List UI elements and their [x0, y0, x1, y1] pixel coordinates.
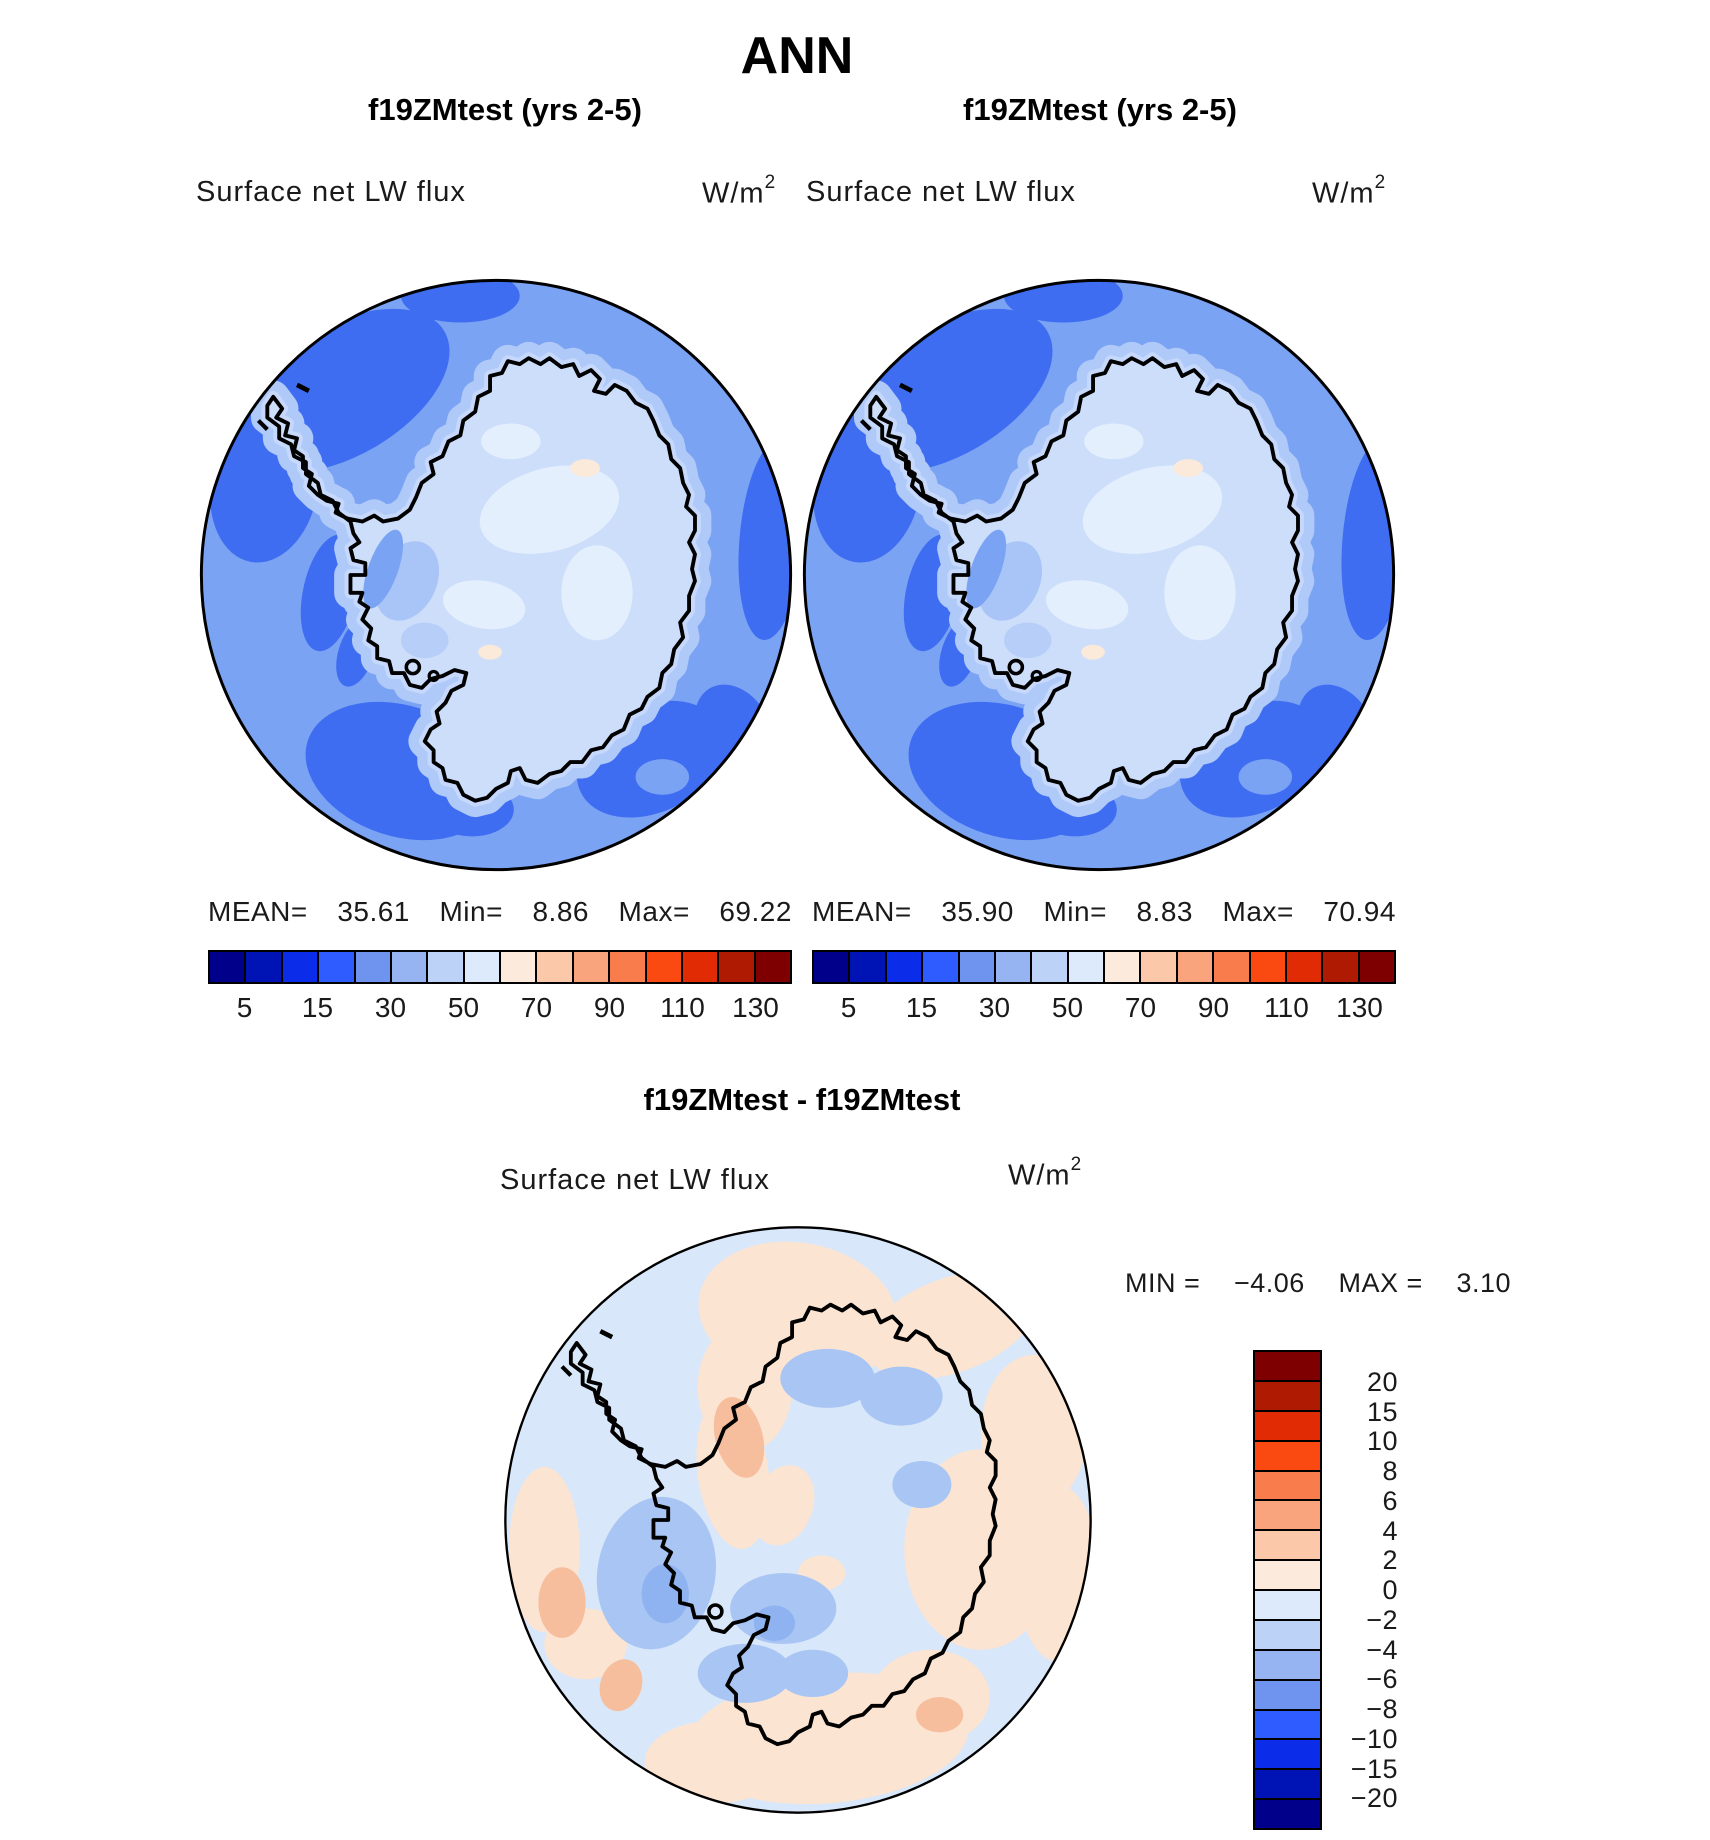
colorbar-tick-label: −10 [1350, 1723, 1398, 1754]
panel2-colorbar-ticks [812, 992, 1396, 1024]
panel1-units-base: W/m [702, 177, 765, 210]
colorbar-cell [356, 952, 392, 982]
colorbar-cell [814, 952, 850, 982]
colorbar-tick-label: 4 [1382, 1515, 1398, 1546]
panel1-colorbar-ticks [208, 992, 792, 1024]
colorbar-cell [683, 952, 719, 982]
colorbar-cell [392, 952, 428, 982]
diff-stats [1125, 1268, 1511, 1299]
colorbar-cell [319, 952, 355, 982]
colorbar-cell [1251, 952, 1287, 982]
max-value: 69.22 [719, 896, 792, 927]
colorbar-tick-label: −6 [1366, 1664, 1398, 1695]
colorbar-cell [1255, 1531, 1320, 1561]
colorbar-cell [501, 952, 537, 982]
colorbar-tick-label: −2 [1366, 1604, 1398, 1635]
colorbar-cell [1255, 1591, 1320, 1621]
max-label: Max= [1222, 896, 1294, 927]
colorbar-tick-label: 6 [1382, 1485, 1398, 1516]
colorbar-cell [1255, 1501, 1320, 1531]
colorbar-cell [923, 952, 959, 982]
colorbar-cell [756, 952, 790, 982]
colorbar-tick-label: −20 [1350, 1783, 1398, 1814]
colorbar-tick-label: −15 [1350, 1753, 1398, 1784]
diff-min-value: −4.06 [1233, 1268, 1305, 1298]
min-value: 8.86 [532, 896, 589, 927]
panel2-stats [812, 896, 1396, 928]
colorbar-cell [1255, 1800, 1320, 1828]
diff-max-value: 3.10 [1456, 1268, 1511, 1298]
colorbar-cell [1255, 1561, 1320, 1591]
colorbar-tick-label: 110 [1264, 992, 1309, 1023]
colorbar-tick-label: 5 [840, 992, 857, 1023]
colorbar-tick-label: 5 [236, 992, 253, 1023]
colorbar-cell [1287, 952, 1323, 982]
colorbar-cell [1255, 1740, 1320, 1770]
colorbar-cell [1255, 1621, 1320, 1651]
colorbar-cell [1214, 952, 1250, 982]
panel1-polar-map [199, 278, 793, 872]
colorbar-tick-label: 30 [978, 992, 1011, 1023]
colorbar-cell [1255, 1472, 1320, 1502]
panel1-units-exp: 2 [764, 172, 776, 193]
colorbar-tick-label: 70 [1124, 992, 1157, 1023]
colorbar-cell [246, 952, 282, 982]
colorbar-cell [428, 952, 464, 982]
colorbar-cell [647, 952, 683, 982]
colorbar-cell [1032, 952, 1068, 982]
panel1-title: f19ZMtest (yrs 2-5) [368, 92, 642, 127]
colorbar-tick-label: 15 [1366, 1396, 1398, 1427]
colorbar-tick-label: 50 [447, 992, 480, 1023]
colorbar-cell [719, 952, 755, 982]
colorbar-tick-label: 15 [301, 992, 334, 1023]
colorbar-tick-label: 50 [1051, 992, 1084, 1023]
mean-label: MEAN= [812, 896, 912, 927]
colorbar-tick-label: 130 [1336, 992, 1383, 1023]
diff-variable-label: Surface net LW flux [500, 1164, 770, 1196]
colorbar-tick-label: 70 [520, 992, 553, 1023]
colorbar-tick-label: 130 [732, 992, 779, 1023]
colorbar-cell [1255, 1770, 1320, 1800]
colorbar-cell [537, 952, 573, 982]
colorbar-cell [1255, 1681, 1320, 1711]
min-value: 8.83 [1136, 896, 1193, 927]
colorbar-cell [996, 952, 1032, 982]
panel2-variable-label: Surface net LW flux [806, 176, 1076, 208]
panel2-title: f19ZMtest (yrs 2-5) [963, 92, 1237, 127]
colorbar-cell [210, 952, 246, 982]
colorbar-tick-label: 10 [1366, 1426, 1398, 1457]
panel1-variable-label: Surface net LW flux [196, 176, 466, 208]
colorbar-tick-label: 15 [905, 992, 938, 1023]
colorbar-cell [1360, 952, 1394, 982]
min-label: Min= [1043, 896, 1107, 927]
panel2-units-label [1312, 172, 1386, 211]
colorbar-cell [850, 952, 886, 982]
colorbar-tick-label: 0 [1382, 1575, 1398, 1605]
colorbar-tick-label: 2 [1382, 1545, 1398, 1576]
colorbar-cell [1255, 1382, 1320, 1412]
colorbar-cell [1178, 952, 1214, 982]
diff-units-base: W/m [1008, 1159, 1071, 1192]
panel1-colorbar [208, 950, 792, 984]
colorbar-tick-label: −8 [1366, 1694, 1398, 1724]
mean-value: 35.61 [337, 896, 410, 927]
diff-colorbar [1253, 1350, 1322, 1830]
colorbar-tick-label: 20 [1366, 1366, 1398, 1397]
colorbar-cell [1255, 1711, 1320, 1741]
colorbar-cell [610, 952, 646, 982]
panel2-units-exp: 2 [1374, 172, 1386, 193]
diff-title: f19ZMtest - f19ZMtest [643, 1082, 961, 1117]
page-title: ANN [740, 27, 854, 85]
mean-label: MEAN= [208, 896, 308, 927]
colorbar-tick-label: 8 [1382, 1456, 1398, 1486]
panel1-stats [208, 896, 792, 928]
panel2-polar-map [802, 278, 1396, 872]
colorbar-cell [1069, 952, 1105, 982]
colorbar-tick-label: 90 [1197, 992, 1230, 1023]
mean-value: 35.90 [941, 896, 1014, 927]
colorbar-cell [1141, 952, 1177, 982]
colorbar-tick-label: −4 [1366, 1634, 1398, 1665]
colorbar-cell [1255, 1651, 1320, 1681]
diff-polar-map [503, 1225, 1093, 1815]
colorbar-cell [887, 952, 923, 982]
colorbar-tick-label: 110 [660, 992, 705, 1023]
colorbar-cell [1255, 1412, 1320, 1442]
colorbar-cell [283, 952, 319, 982]
diff-colorbar-ticks [1330, 1350, 1398, 1830]
diff-units-exp: 2 [1070, 1154, 1082, 1175]
colorbar-tick-label: 30 [374, 992, 407, 1023]
diff-min-label: MIN = [1125, 1268, 1201, 1298]
colorbar-cell [1105, 952, 1141, 982]
max-value: 70.94 [1323, 896, 1396, 927]
colorbar-cell [574, 952, 610, 982]
min-label: Min= [439, 896, 503, 927]
colorbar-cell [1323, 952, 1359, 982]
max-label: Max= [618, 896, 690, 927]
panel2-units-base: W/m [1312, 177, 1375, 210]
panel2-colorbar [812, 950, 1396, 984]
panel1-units-label [702, 172, 776, 211]
diff-units-label [1008, 1154, 1082, 1193]
colorbar-cell [1255, 1442, 1320, 1472]
colorbar-cell [960, 952, 996, 982]
colorbar-cell [1255, 1352, 1320, 1382]
colorbar-cell [465, 952, 501, 982]
colorbar-tick-label: 90 [593, 992, 626, 1023]
diff-max-label: MAX = [1338, 1268, 1423, 1298]
